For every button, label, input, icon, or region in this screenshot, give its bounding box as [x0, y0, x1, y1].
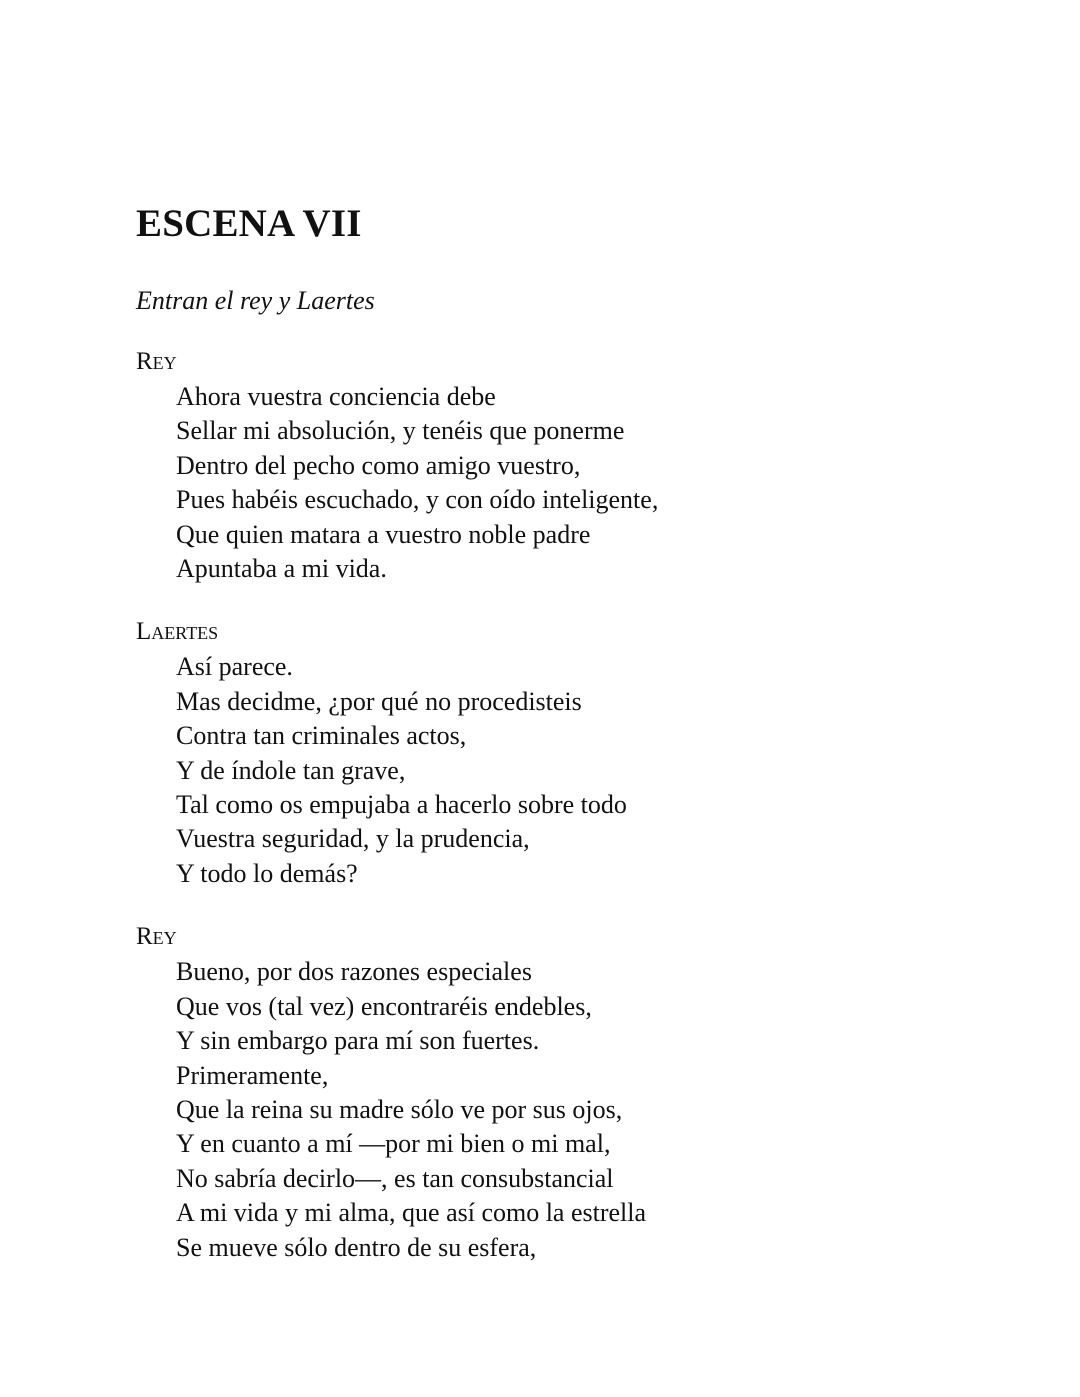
verse-lines	[136, 380, 996, 586]
verse-line: Que vos (tal vez) encontraréis endebles,	[176, 991, 592, 1021]
verse-line: Ahora vuestra conciencia debe	[176, 382, 496, 411]
stage-direction: Entran el rey y Laertes	[136, 286, 375, 315]
verse-line: Así parece.	[176, 652, 293, 682]
verse-line: Contra tan criminales actos,	[176, 721, 467, 751]
verse-line: Sellar mi absolución, y tenéis que ponerme	[176, 416, 625, 446]
speaker-name: Laertes	[136, 618, 219, 646]
verse-line: Y todo lo demás?	[176, 858, 358, 888]
verse-line: Primeramente,	[176, 1060, 329, 1090]
verse-line: Que quien matara a vuestro noble padre	[176, 519, 591, 549]
speaker-name: Rey	[136, 348, 177, 375]
verse-line: A mi vida y mi alma, que así como la estrella	[176, 1198, 647, 1228]
verse-line: Mas decidme, ¿por qué no procedisteis	[176, 686, 582, 716]
verse-line: Y sin embargo para mí son fuertes.	[176, 1026, 540, 1056]
verse-line: Que la reina su madre sólo ve por sus ojos,	[176, 1094, 623, 1124]
verse-lines	[136, 955, 996, 1265]
document-page	[136, 200, 996, 1265]
verse-line: Apuntaba a mi vida.	[176, 554, 387, 584]
verse-line: Y de índole tan grave,	[176, 755, 406, 785]
verse-line: Y en cuanto a mí —por mi bien o mi mal,	[176, 1129, 611, 1159]
verse-line: Pues habéis escuchado, y con oído inteligente,	[176, 485, 659, 515]
verse-line: Vuestra seguridad, y la prudencia,	[176, 824, 530, 854]
speech-block	[136, 921, 996, 1265]
speech-block	[136, 616, 996, 891]
verse-line: Tal como os empujaba a hacerlo sobre todo	[176, 790, 627, 820]
verse-line: Se mueve sólo dentro de su esfera,	[176, 1232, 537, 1262]
speech-block	[136, 346, 996, 586]
verse-line: No sabría decirlo—, es tan consubstancial	[176, 1163, 614, 1193]
verse-line: Bueno, por dos razones especiales	[176, 957, 532, 987]
scene-title: ESCENA VII	[136, 202, 362, 245]
verse-lines	[136, 650, 996, 891]
speaker-name: Rey	[136, 923, 177, 951]
verse-line: Dentro del pecho como amigo vuestro,	[176, 450, 581, 480]
